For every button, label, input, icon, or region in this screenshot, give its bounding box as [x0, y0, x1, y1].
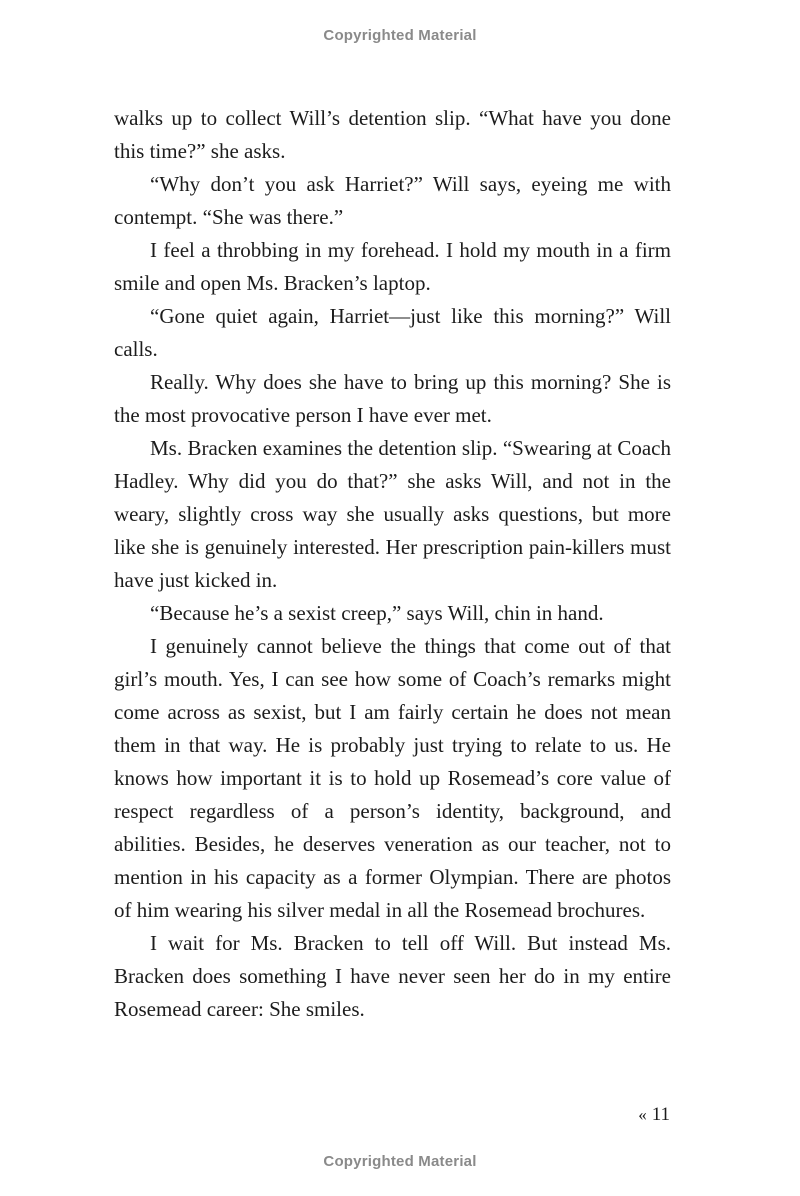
paragraph-9: I wait for Ms. Bracken to tell off Will. But instead Ms. Bracken does something I have never seen her do in my entire Rosemead career: She smiles. [114, 931, 671, 1021]
page-folio [638, 1104, 670, 1126]
folio-ornament-icon: « [638, 1105, 644, 1124]
paragraph-2: “Why don’t you ask Harriet?” Will says, eyeing me with contempt. “She was there.” [114, 172, 671, 229]
page-number: 11 [651, 1104, 670, 1125]
paragraph-4: “Gone quiet again, Harriet—just like this morning?” Will calls. [114, 304, 671, 361]
paragraph-6: Ms. Bracken examines the detention slip. “Swearing at Coach Hadley. Why did you do that?” she asks Will, and not in the weary, slightly cross way she usually asks questions, but more like she is genuinely interested. Her prescription pain-killers must have just kicked in. [114, 436, 671, 592]
paragraph-5: Really. Why does she have to bring up this morning? She is the most provocative person I have ever met. [114, 370, 671, 427]
copyright-watermark-bottom: Copyrighted Material [323, 1153, 477, 1170]
page-body [114, 102, 671, 1026]
paragraph-8: I genuinely cannot believe the things that come out of that girl’s mouth. Yes, I can see how some of Coach’s remarks might come across as sexist, but I am fairly certain he does not mean them in that way. He is probably just trying to relate to us. He knows how important it is to hold up Rosemead’s core value of respect regardless of a person’s identity, background, and abilities. Besides, he deserves veneration as our teacher, not to mention in his capacity as a former Olympian. There are photos of him wearing his silver medal in all the Rosemead brochures. [114, 634, 671, 922]
copyright-watermark-top: Copyrighted Material [323, 27, 477, 44]
paragraph-7: “Because he’s a sexist creep,” says Will, chin in hand. [150, 601, 604, 625]
paragraph-3: I feel a throbbing in my forehead. I hold my mouth in a firm smile and open Ms. Bracken’s laptop. [114, 238, 671, 295]
paragraph-1: walks up to collect Will’s detention slip. “What have you done this time?” she asks. [114, 106, 671, 163]
